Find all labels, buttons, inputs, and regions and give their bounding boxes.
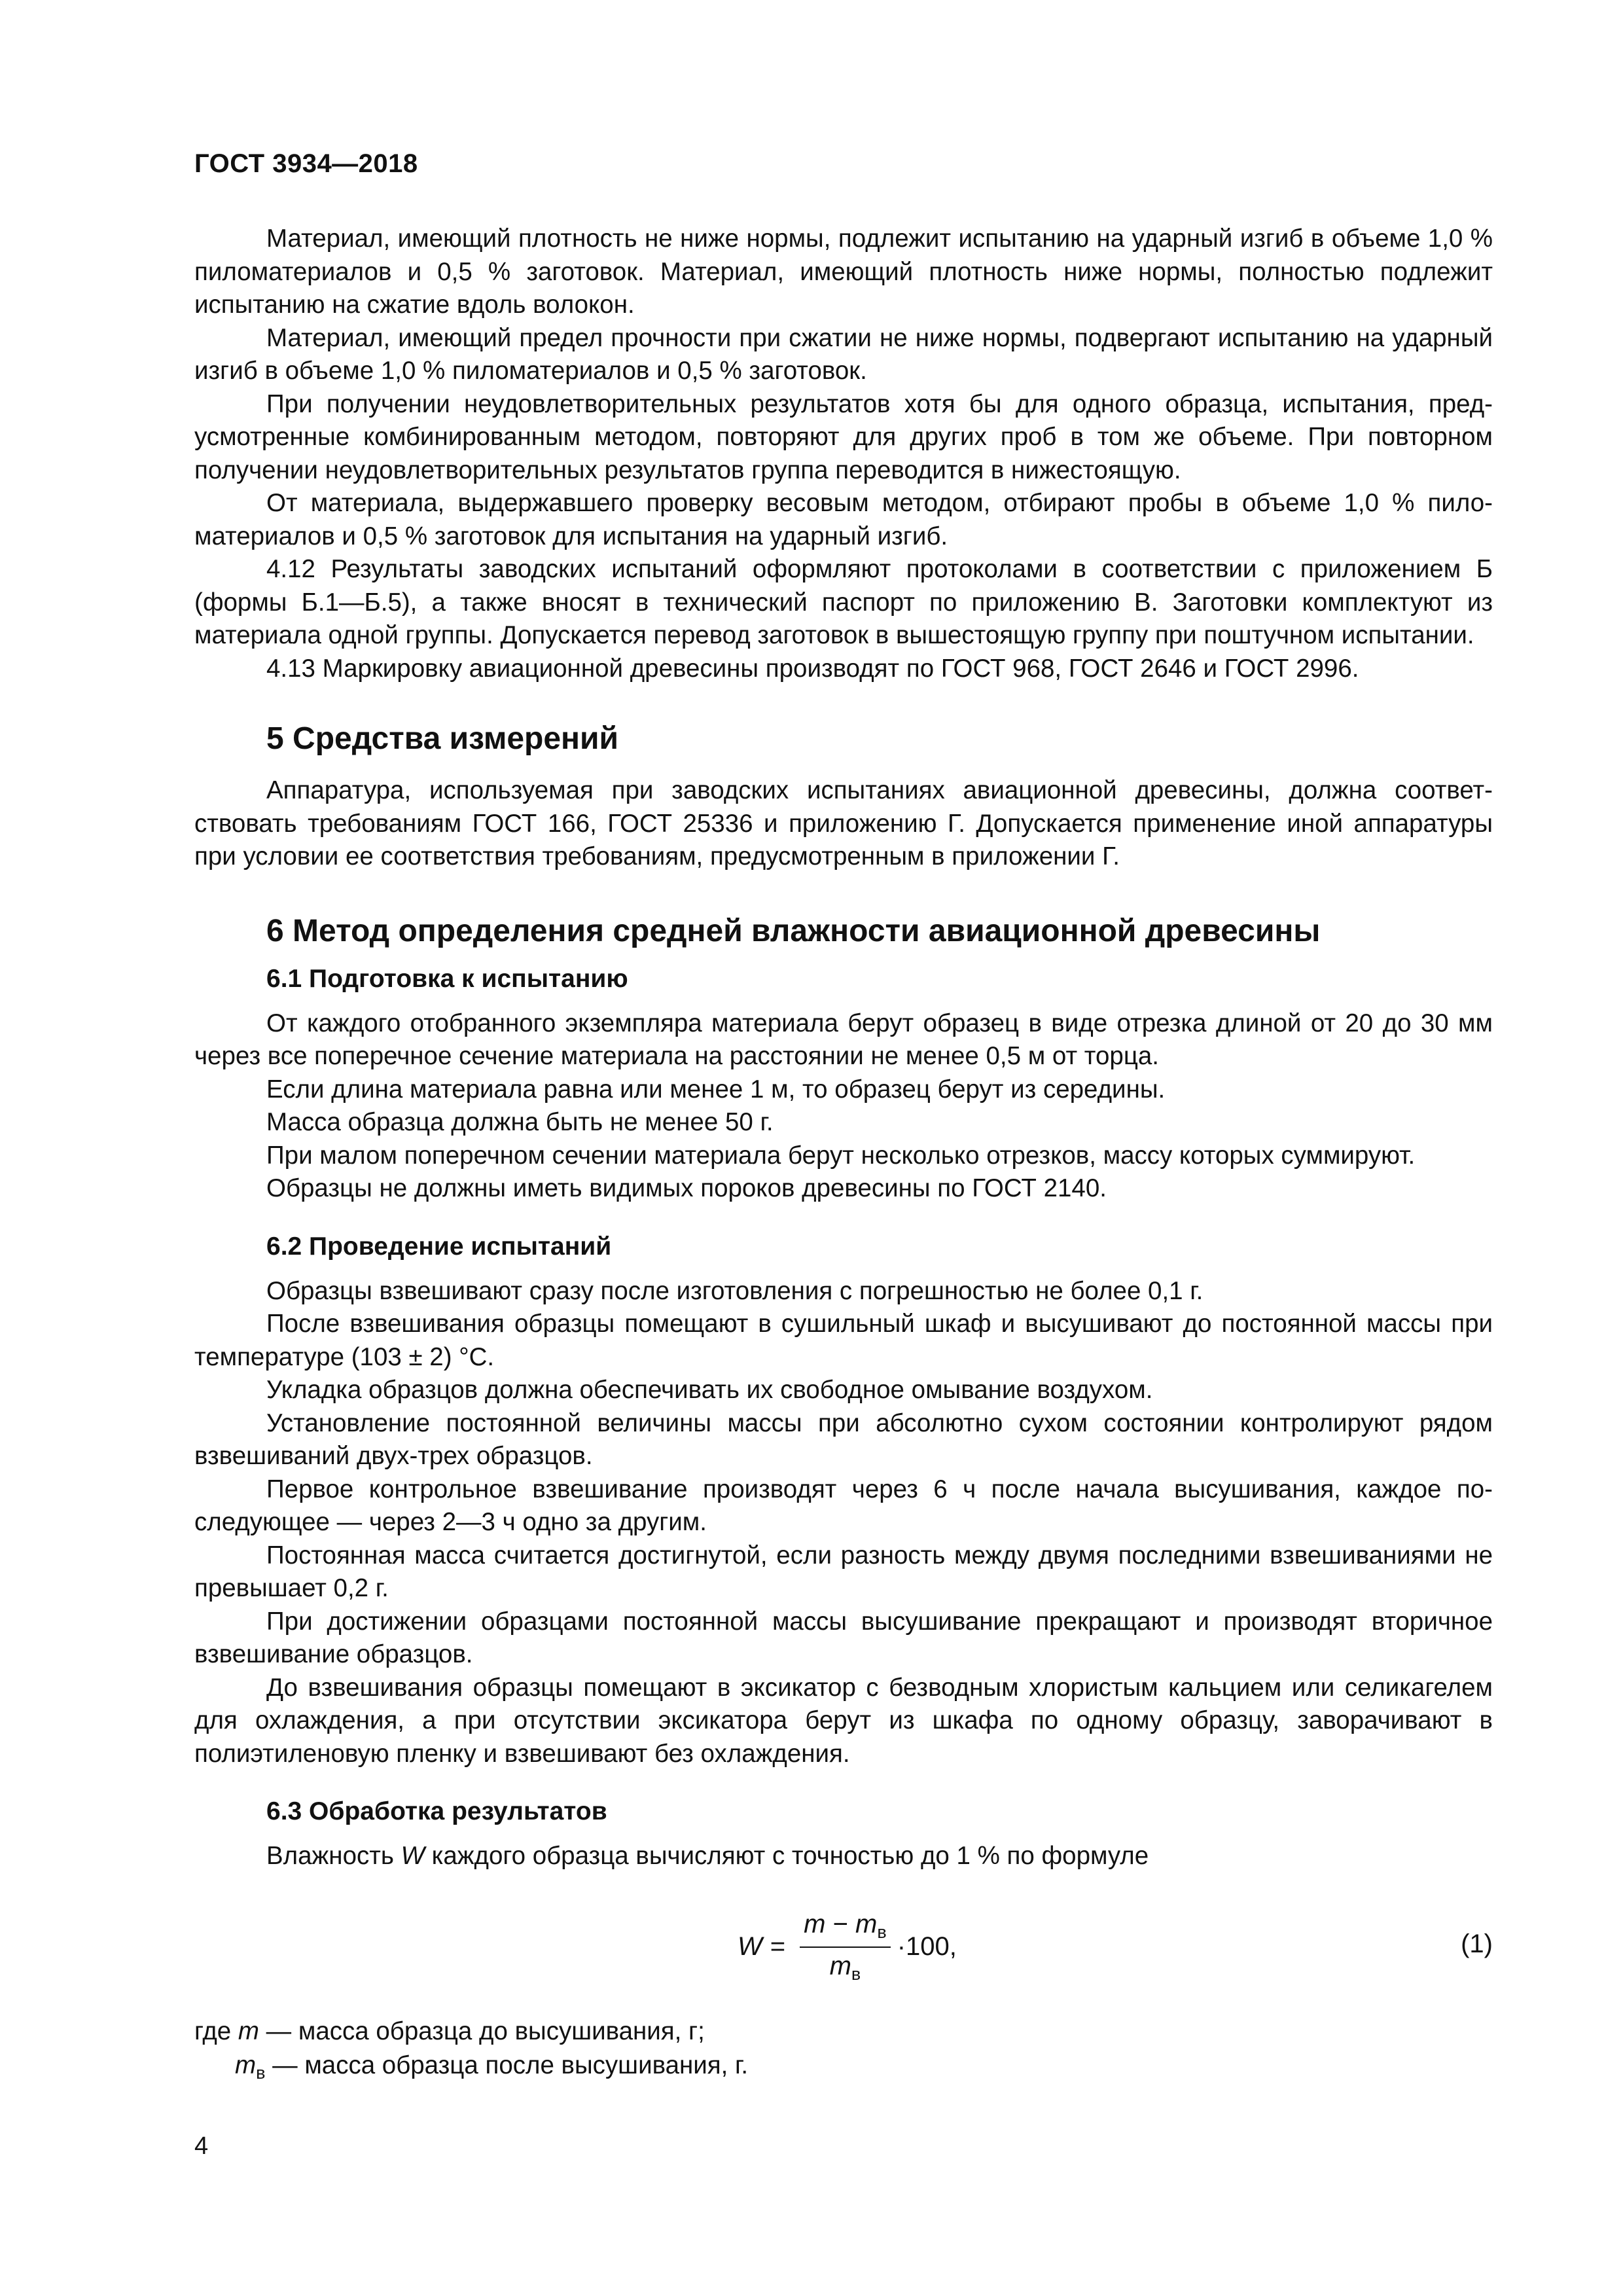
paragraph: Установление постоянной величины массы при абсолютно сухом состоянии контролируют рядом взвешиваний двух-трех образцов. xyxy=(194,1408,1493,1470)
paragraph: Первое контрольное взвешивание производят через 6 ч после начала высушивания, каждое последующее — через 2—3 ч одно за другим. xyxy=(194,1475,1493,1536)
section-heading-6: 6 Метод определения средней влажности авиационной древесины xyxy=(266,913,1321,948)
where-var: m xyxy=(235,2051,257,2079)
paragraph: При получении неудовлетворительных результатов хотя бы для одного образца, испытания, предусмотренные комбинированным методом, повторяют для других проб в том же объеме. При повторном получении неудовлетворительных результатов группа переводится в нижестоящую. xyxy=(194,389,1493,484)
formula-denominator xyxy=(826,1948,865,1984)
paragraph: Укладка образцов должна обеспечивать их свободное омывание воздухом. xyxy=(266,1376,1153,1404)
formula-var-m-den: m xyxy=(829,1951,851,1981)
formula-numerator xyxy=(800,1910,891,1948)
paragraph: При малом поперечном сечении материала берут несколько отрезков, массу которых суммируют. xyxy=(266,1141,1416,1170)
paragraph: После взвешивания образцы помещают в сушильный шкаф и высушивают до постоянной массы при температуре (103 ± 2) °С. xyxy=(194,1310,1493,1371)
where-prefix: где xyxy=(194,2017,238,2045)
paragraph: Аппаратура, используемая при заводских испытаниях авиационной древесины, должна соответствовать требованиям ГОСТ 166, ГОСТ 25336 и приложению Г. Допускается применение иной аппаратуры при условии ее соответствия требованиям, предусмотренным в приложении Г. xyxy=(194,776,1493,870)
formula-var-m: m xyxy=(804,1909,826,1939)
paragraph: Образцы взвешивают сразу после изготовления с погрешностью не более 0,1 г. xyxy=(266,1276,1204,1305)
paragraph: При достижении образцами постоянной массы высушивание прекращают и производят вторичное взвешивание образцов. xyxy=(194,1607,1493,1668)
section-heading-5: 5 Средства измерений xyxy=(266,721,619,756)
where-sub: в xyxy=(256,2062,266,2083)
variable-definition xyxy=(194,2049,1493,2090)
where-text: — масса образца после высушивания, г. xyxy=(265,2051,749,2079)
formula-lhs: W xyxy=(738,1932,762,1961)
formula-intro-after: каждого образца вычисляют с точностью до 1 % по формуле xyxy=(424,1842,1149,1870)
paragraph: Масса образца должна быть не менее 50 г. xyxy=(266,1108,774,1136)
subsection-heading-6-1: 6.1 Подготовка к испытанию xyxy=(266,964,628,993)
paragraph: От материала, выдержавшего проверку весовым методом, отбирают пробы в объеме 1,0 % пиломатериалов и 0,5 % заготовок для испытания на ударный изгиб. xyxy=(194,489,1493,550)
page-content xyxy=(194,223,1493,2090)
paragraph: Образцы не должны иметь видимых пороков древесины по ГОСТ 2140. xyxy=(266,1174,1107,1202)
subsection-heading-6-3: 6.3 Обработка результатов xyxy=(266,1797,607,1825)
variable-definitions xyxy=(194,2015,1493,2090)
formula-block xyxy=(194,1892,1493,2003)
moisture-formula xyxy=(738,1892,957,2003)
formula-fraction xyxy=(800,1910,891,1984)
page-number: 4 xyxy=(194,2132,209,2160)
equation-number: (1) xyxy=(1461,1929,1493,1958)
where-text: — масса образца до высушивания, г; xyxy=(259,2017,705,2045)
running-header: ГОСТ 3934—2018 xyxy=(194,149,418,178)
formula-tail: ·100, xyxy=(897,1932,957,1961)
formula-minus: − xyxy=(825,1909,856,1939)
formula-equals: = xyxy=(770,1932,786,1961)
formula-sub-den: в xyxy=(851,1964,861,1984)
paragraph: 4.12 Результаты заводских испытаний оформляют протоколами в соответствии с приложением Б (формы Б.1—Б.5), а также вносят в технический паспорт по приложению В. Заготовки комплектуют из материала одной группы. Допускается перевод заготовок в вышестоящую группу при поштучном испытании. xyxy=(194,555,1493,649)
formula-sub: в xyxy=(877,1922,887,1942)
formula-intro-before: Влажность xyxy=(266,1842,401,1870)
paragraph: Постоянная масса считается достигнутой, если разность между двумя последними взвешиваниями не превышает 0,2 г. xyxy=(194,1541,1493,1602)
paragraph: Материал, имеющий предел прочности при сжатии не ниже нормы, подвергают испытанию на ударный изгиб в объеме 1,0 % пиломатериалов и 0,5 % заготовок. xyxy=(194,323,1493,385)
intro-text xyxy=(194,223,1493,685)
formula-var-mv: m xyxy=(855,1909,878,1939)
where-var: m xyxy=(238,2017,259,2045)
paragraph: От каждого отобранного экземпляра материала берут образец в виде отрезка длиной от 20 до 30 мм через все поперечное сечение материала на расстоянии не менее 0,5 м от торца. xyxy=(194,1009,1493,1070)
variable-definition xyxy=(194,2015,1493,2049)
paragraph: До взвешивания образцы помещают в эксикатор с безводным хлористым кальцием или селикагелем для охлаждения, а при отсутствии эксикатора берут из шкафа по одному образцу, заворачивают в полиэтиленовую пленку и взвешивают без охлаждения. xyxy=(194,1673,1493,1768)
formula-intro xyxy=(194,1840,1493,1873)
subsection-heading-6-2: 6.2 Проведение испытаний xyxy=(266,1232,612,1261)
paragraph: Если длина материала равна или менее 1 м, то образец берут из середины. xyxy=(266,1075,1166,1103)
paragraph: Материал, имеющий плотность не ниже нормы, подлежит испытанию на ударный изгиб в объеме 1,0 % пиломатериалов и 0,5 % заготовок. Материал, имеющий плотность ниже нормы, полностью подлежит испытанию на сжатие вдоль волокон. xyxy=(194,224,1493,319)
paragraph: 4.13 Маркировку авиационной древесины производят по ГОСТ 968, ГОСТ 2646 и ГОСТ 2996. xyxy=(266,654,1359,683)
formula-intro-var: W xyxy=(401,1842,425,1870)
